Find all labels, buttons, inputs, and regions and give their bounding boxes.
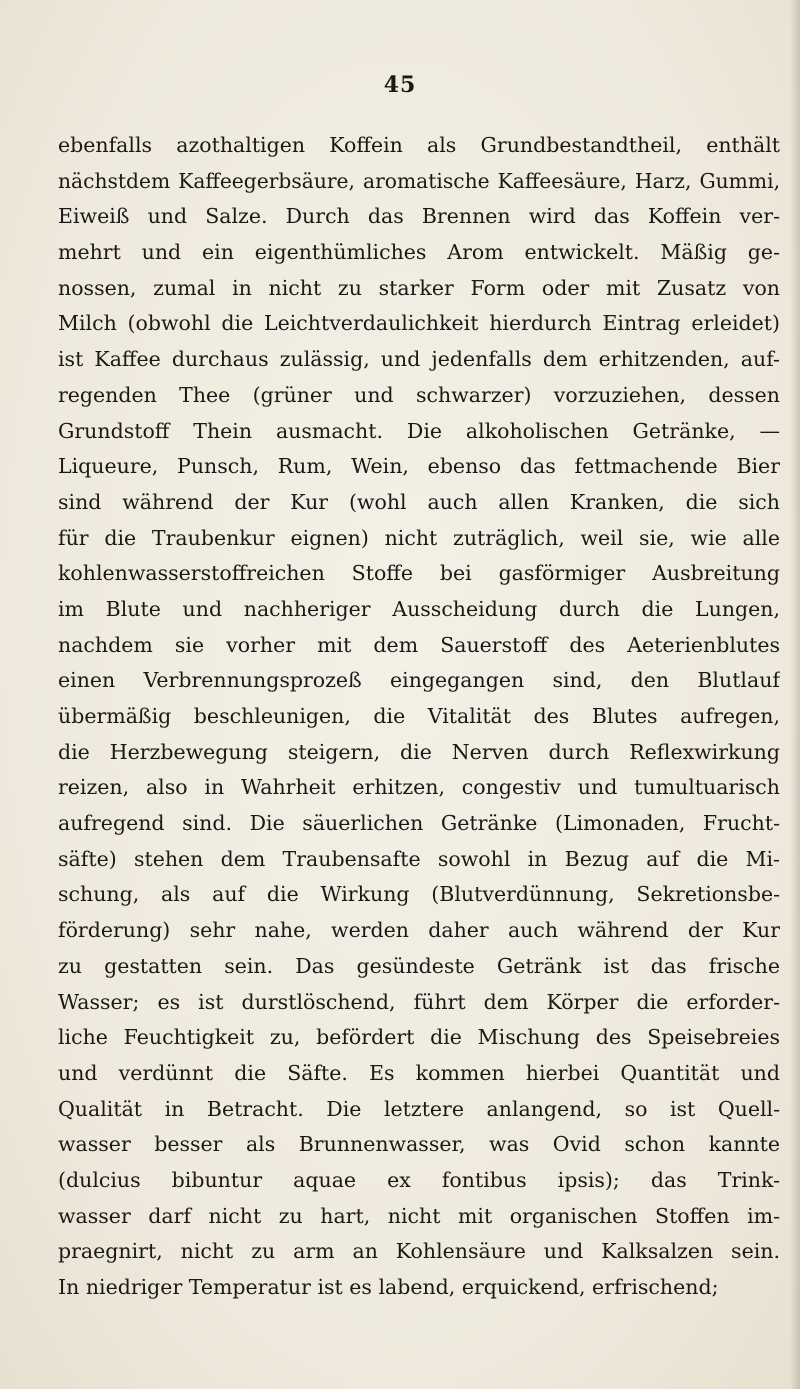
text-line: regenden Thee (grüner und schwarzer) vorzuziehen, dessen — [58, 382, 780, 407]
text-line: reizen, also in Wahrheit erhitzen, congestiv und tumultuarisch — [58, 775, 780, 800]
text-line: förderung) sehr nahe, werden daher auch während der Kur — [58, 918, 780, 943]
text-line: im Blute und nachheriger Ausscheidung durch die Lungen, — [58, 596, 780, 621]
text-line: ist Kaffee durchaus zulässig, und jedenfalls dem erhitzenden, auf- — [58, 347, 780, 372]
body-text — [58, 128, 780, 1306]
text-line: Qualität in Betracht. Die letztere anlangend, so ist Quell- — [58, 1096, 780, 1121]
text-line: schung, als auf die Wirkung (Blutverdünnung, Sekretionsbe- — [58, 882, 780, 907]
text-line: Eiweiß und Salze. Durch das Brennen wird das Koffein ver- — [58, 204, 780, 229]
text-line: sind während der Kur (wohl auch allen Kranken, die sich — [58, 489, 780, 514]
page-edge-shadow — [790, 0, 800, 1389]
text-line: wasser darf nicht zu hart, nicht mit organischen Stoffen im- — [58, 1203, 780, 1228]
text-line: aufregend sind. Die säuerlichen Getränke (Limonaden, Frucht- — [58, 811, 780, 836]
text-line: einen Verbrennungsprozeß eingegangen sind, den Blutlauf — [58, 668, 780, 693]
text-line: wasser besser als Brunnenwasser, was Ovid schon kannte — [58, 1132, 780, 1157]
text-line: die Herzbewegung steigern, die Nerven durch Reflexwirkung — [58, 739, 780, 764]
text-line: für die Traubenkur eignen) nicht zuträglich, weil sie, wie alle — [58, 525, 780, 550]
text-line: praegnirt, nicht zu arm an Kohlensäure und Kalksalzen sein. — [58, 1239, 780, 1264]
text-line: säfte) stehen dem Traubensafte sowohl in Bezug auf die Mi- — [58, 846, 780, 871]
text-line: (dulcius bibuntur aquae ex fontibus ipsis); das Trink- — [58, 1167, 780, 1192]
text-line: kohlenwasserstoffreichen Stoffe bei gasförmiger Ausbreitung — [58, 561, 780, 586]
text-line: zu gestatten sein. Das gesündeste Getränk ist das frische — [58, 953, 780, 978]
text-line: ebenfalls azothaltigen Koffein als Grundbestandtheil, enthält — [58, 133, 780, 157]
page-number: 45 — [383, 72, 417, 98]
text-line: übermäßig beschleunigen, die Vitalität des Blutes aufregen, — [58, 704, 780, 728]
text-line: nächstdem Kaffeegerbsäure, aromatische Kaffeesäure, Harz, Gummi, — [58, 168, 780, 193]
text-line: und verdünnt die Säfte. Es kommen hierbei Quantität und — [58, 1060, 780, 1085]
text-line: liche Feuchtigkeit zu, befördert die Mischung des Speisebreies — [58, 1025, 780, 1050]
text-line: Grundstoff Thein ausmacht. Die alkoholischen Getränke, — — [58, 418, 780, 443]
text-line: nachdem sie vorher mit dem Sauerstoff des Aeterienblutes — [58, 632, 780, 657]
text-line: mehrt und ein eigenthümliches Arom entwickelt. Mäßig ge- — [58, 240, 780, 265]
text-line: Wasser; es ist durstlöschend, führt dem Körper die erforder- — [58, 989, 780, 1014]
text-line: Milch (obwohl die Leichtverdaulichkeit hierdurch Eintrag erleidet) — [58, 311, 780, 336]
text-line: nossen, zumal in nicht zu starker Form oder mit Zusatz von — [58, 275, 780, 300]
text-line: Liqueure, Punsch, Rum, Wein, ebenso das fettmachende Bier — [58, 454, 780, 479]
text-line: In niedriger Temperatur ist es labend, erquickend, erfrischend; — [58, 1275, 719, 1299]
